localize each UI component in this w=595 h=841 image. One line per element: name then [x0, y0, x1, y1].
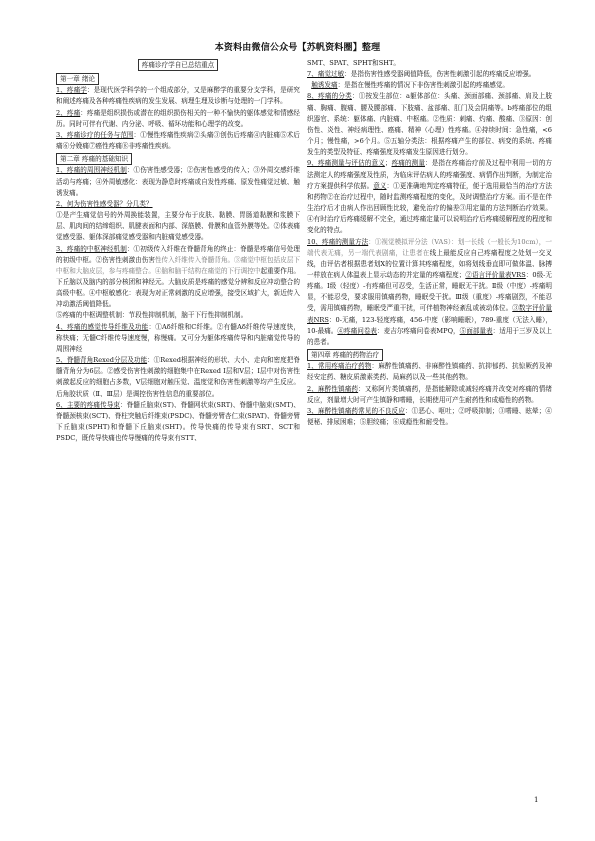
paragraph-common-drugs: 1、常用疼痛治疗药物：麻醉性镇痛药、非麻醉性镇痛药、抗抑郁药、抗惊厥药及神经安定药、糖皮质激素类药、局麻药以及一些其他药物。 [307, 362, 553, 382]
paragraph-measurement-methods: 10、疼痛的测量方法：①视觉模拟评分法（VAS）：划一长线（一般长为10cm），一端代表无痛，另一端代表剧痛，让患者在线上最能反应自己疼痛程度之处划一交叉线，由评估者根据患者划X的位置计算其疼痛程度，如将划线垂直即可做体温、脉搏一样放在病人体温表上显示动态的并定量的疼痛程度；②语言评价量表VRS：0级-无疼痛。Ⅰ级（轻度）-有疼痛但可忍受，生活正常，睡眠无干扰。Ⅱ级（中度）-疼痛明显，不能忍受，要求服用镇痛药物，睡眠受干扰。Ⅲ级（重度）-疼痛剧烈，不能忍受，需用镇痛药物，睡眠受严重干扰，可伴植物神经紊乱或被动体位。③数字评价量表NRS：0-无痛，123-轻度疼痛，456-中度（影响睡眠），789-重度（无法入睡），10-最痛。④疼痛问卷表：麦吉尔疼痛问卷表MPQ，⑤面部量表：适用于三岁及以上的患者。 [307, 237, 553, 346]
paragraph-central-mechanism: 3、疼痛的中枢神经机制：①初级传入纤维在脊髓背角的终止：脊髓是疼痛信号处理的初级中枢。②伤害性刺激由伤害性传入纤维传入脊髓背角。③痛觉中枢包括皮层下中枢和大脑皮层，参与疼痛整合。④脑和脑干结构在痛觉的下行调控中起重要作用。下丘脑以及脑内的部分核团和神经元。大脑皮质是疼痛的感觉分辨和反应冲动整合的高级中枢。④中枢敏感化：表现为对正常刺激的反应增强，接受区域扩大，新近传入冲动激活阈值降低。 [56, 244, 301, 309]
chapter-1-heading: 第一章 绪论 [56, 73, 99, 85]
paragraph-pain-medicine: 1、疼痛学：是现代医学科学的一个组成部分，又是麻醉学的重要分支学科，是研究和阐述疼痛及各种疼痛性疾病的发生发展、病理生理及诊断与处理的一门学科。 [56, 86, 301, 106]
chapter-4-heading: 第四章 疼痛的药物治疗 [307, 349, 383, 361]
paragraph-conducting-fibers: 4、疼痛的感觉传导纤维及功能：①Aδ纤维和C纤维。②有髓Aδ纤维传导速度快，称快痛；无髓C纤维传导速度慢，称慢痛。又可分为躯体疼痛传导和内脏痛觉传导的周围神经 [56, 322, 300, 353]
page-number: 1 [534, 796, 539, 804]
chapter-2-heading: 第二章 疼痛的基础知识 [56, 153, 132, 165]
paragraph-pain-tracts: 6、主要的疼痛传导束：脊髓丘脑束(ST)、脊髓网状束(SRT)、脊髓中脑束(SMT)、脊髓颈核束(SCT)、脊柱突触后纤维束(PSDC)、脊髓旁臂杏仁束(SPAT)、脊髓旁臂下丘脑束(SPHT)和脊髓下丘脑束(SHT)。传导快痛的传导束有SRT、SCT和PSDC，既传导快痛也传导慢痛的传导束有STT、 [56, 400, 301, 443]
paragraph-tracts-continued: SMT、SPAT、SPHT和SHT。 [307, 59, 400, 67]
right-column [307, 58, 552, 428]
left-column [56, 58, 300, 444]
paragraph-peripheral-mechanism: 1、疼痛的周围神经机制：①伤害性感受器；②伤害性感受的传入；③外周交感纤维活动与疼痛；④外周敏感化：表现为静息时疼痛或自发性疼痛、原发性痛觉过敏、触诱发痛。 [56, 166, 300, 197]
document-title: 疼痛诊疗学自已总结重点 [138, 59, 219, 71]
paragraph-adverse-reactions: 3、麻醉性镇痛药常见的不良反应：①恶心、呕吐；②呼吸抑制；③嗜睡、眩晕；④便秘、排尿困难；⑤胆绞痛；⑥成瘾性和耐受性。 [307, 406, 552, 426]
paragraph-hyperalgesia: 7、痛觉过敏：是指伤害性感受器阈值降低，伤害性刺激引起的疼痛反应增强。 [307, 70, 536, 79]
paragraph-allodynia: 触诱发痛：是指在慢性疼痛的情况下非伤害性刺激引起的疼痛感觉。 [311, 81, 510, 90]
paragraph-pain-classification: 8、疼痛的分类：①按发生部位：a躯体部位：头痛、颈面部痛、颈部痛、肩及上肢痛、胸痛、腹痛、腰及腰部痛、下肢痛、盆部痛、肛门及会阴痛等。b疼痛部位的组织器官、系统：躯体痛、内脏痛、中枢痛。②性质：刺痛、灼痛、酸痛、③原因：创伤性、炎性、神经病理性、癌痛、精神（心理）性疼痛。④持续时间：急性痛，<6个月；慢性痛，>6个月。⑤五轴分类法：根据疼痛产生的部位、病变的系统、疼痛发生的类型及特征、疼痛强度及疼痛发生原因进行划分。 [307, 92, 552, 157]
paragraph-tasks-scope: 3、疼痛诊疗的任务与范围：①慢性疼痛性疾病②头痛③创伤后疼痛④内脏痛⑤术后痛⑥分娩痛⑦癌性疼痛⑧非疼痛性疾病。 [56, 130, 301, 151]
paragraph-rexed-layers: 5、脊髓背角Rexed分层及功能：①Rexed根据神经的形状、大小、走向和密度把脊髓背角分为6层。②感受伤害性刺激的细胞集中在Rexed Ⅰ层和Ⅴ层；Ⅰ层中对伤害性刺激起反应的细胞占多数，Ⅴ层细胞对触压觉、温度觉和伤害性刺激等均产生反应。后角胶状质（Ⅱ、Ⅲ层）是调控伤害性信息的重要部位。 [56, 356, 300, 398]
page-header: 本资料由微信公众号【苏帆资料圈】整理 [214, 43, 381, 53]
paragraph-narcotic-analgesics: 2、麻醉性镇痛药：又称阿片类镇痛药，是指能解除或减轻疼痛并改变对疼痛的情绪反应，剂量增大时可产生镇静和嗜睡，长期使用可产生耐药性和成瘾性的药物。 [307, 384, 553, 404]
paragraph-pain-definition: 2、疼痛：疼痛是组织损伤或潜在的组织损伤相关的一种不愉快的躯体感觉和情感经历。同时可伴有代谢、内分泌、呼吸、循环功能和心理学的改变。 [56, 108, 300, 128]
paragraph-pain-measurement: 9、疼痛测量与评估的意义；疼痛的测量：是指在疼痛治疗前及过程中利用一切的方法测定人的疼痛强度及性质，为临床评估病人的疼痛强度、病情作出判断，为制定治疗方案提供科学依据。意义：①更准确地判定疼痛特征，便于选用最恰当的治疗方法和药物②在治疗过程中，随时监测疼痛程度的变化，及时调整治疗方案。而不是在伴生治疗后才由病人作出回顾性比较，避免治疗的偏差③用定量的方法判断治疗效果。④有时治疗后疼痛缓解不完全，通过疼痛定量可以说明治疗后疼痛缓解程度的程度和变化的特点。 [307, 159, 553, 235]
paragraph-central-modulation: ⑤疼痛的中枢调整机制：节段性抑制机制，脑干下行性抑制机制。 [56, 311, 248, 320]
paragraph-nociceptor: 2、何为伤害性感受器？分几类？ ①是产生痛觉信号的外周换能装置，主要分布于皮肤、黏膜、胃肠道黏膜和浆膜下层、肌肉间的结缔组织、肌腱表面和内部、深筋膜、骨膜和血管外膜等处。②体表痛觉感受器、躯体深部痛觉感受器和内脏痛觉感受器。 [56, 199, 300, 242]
